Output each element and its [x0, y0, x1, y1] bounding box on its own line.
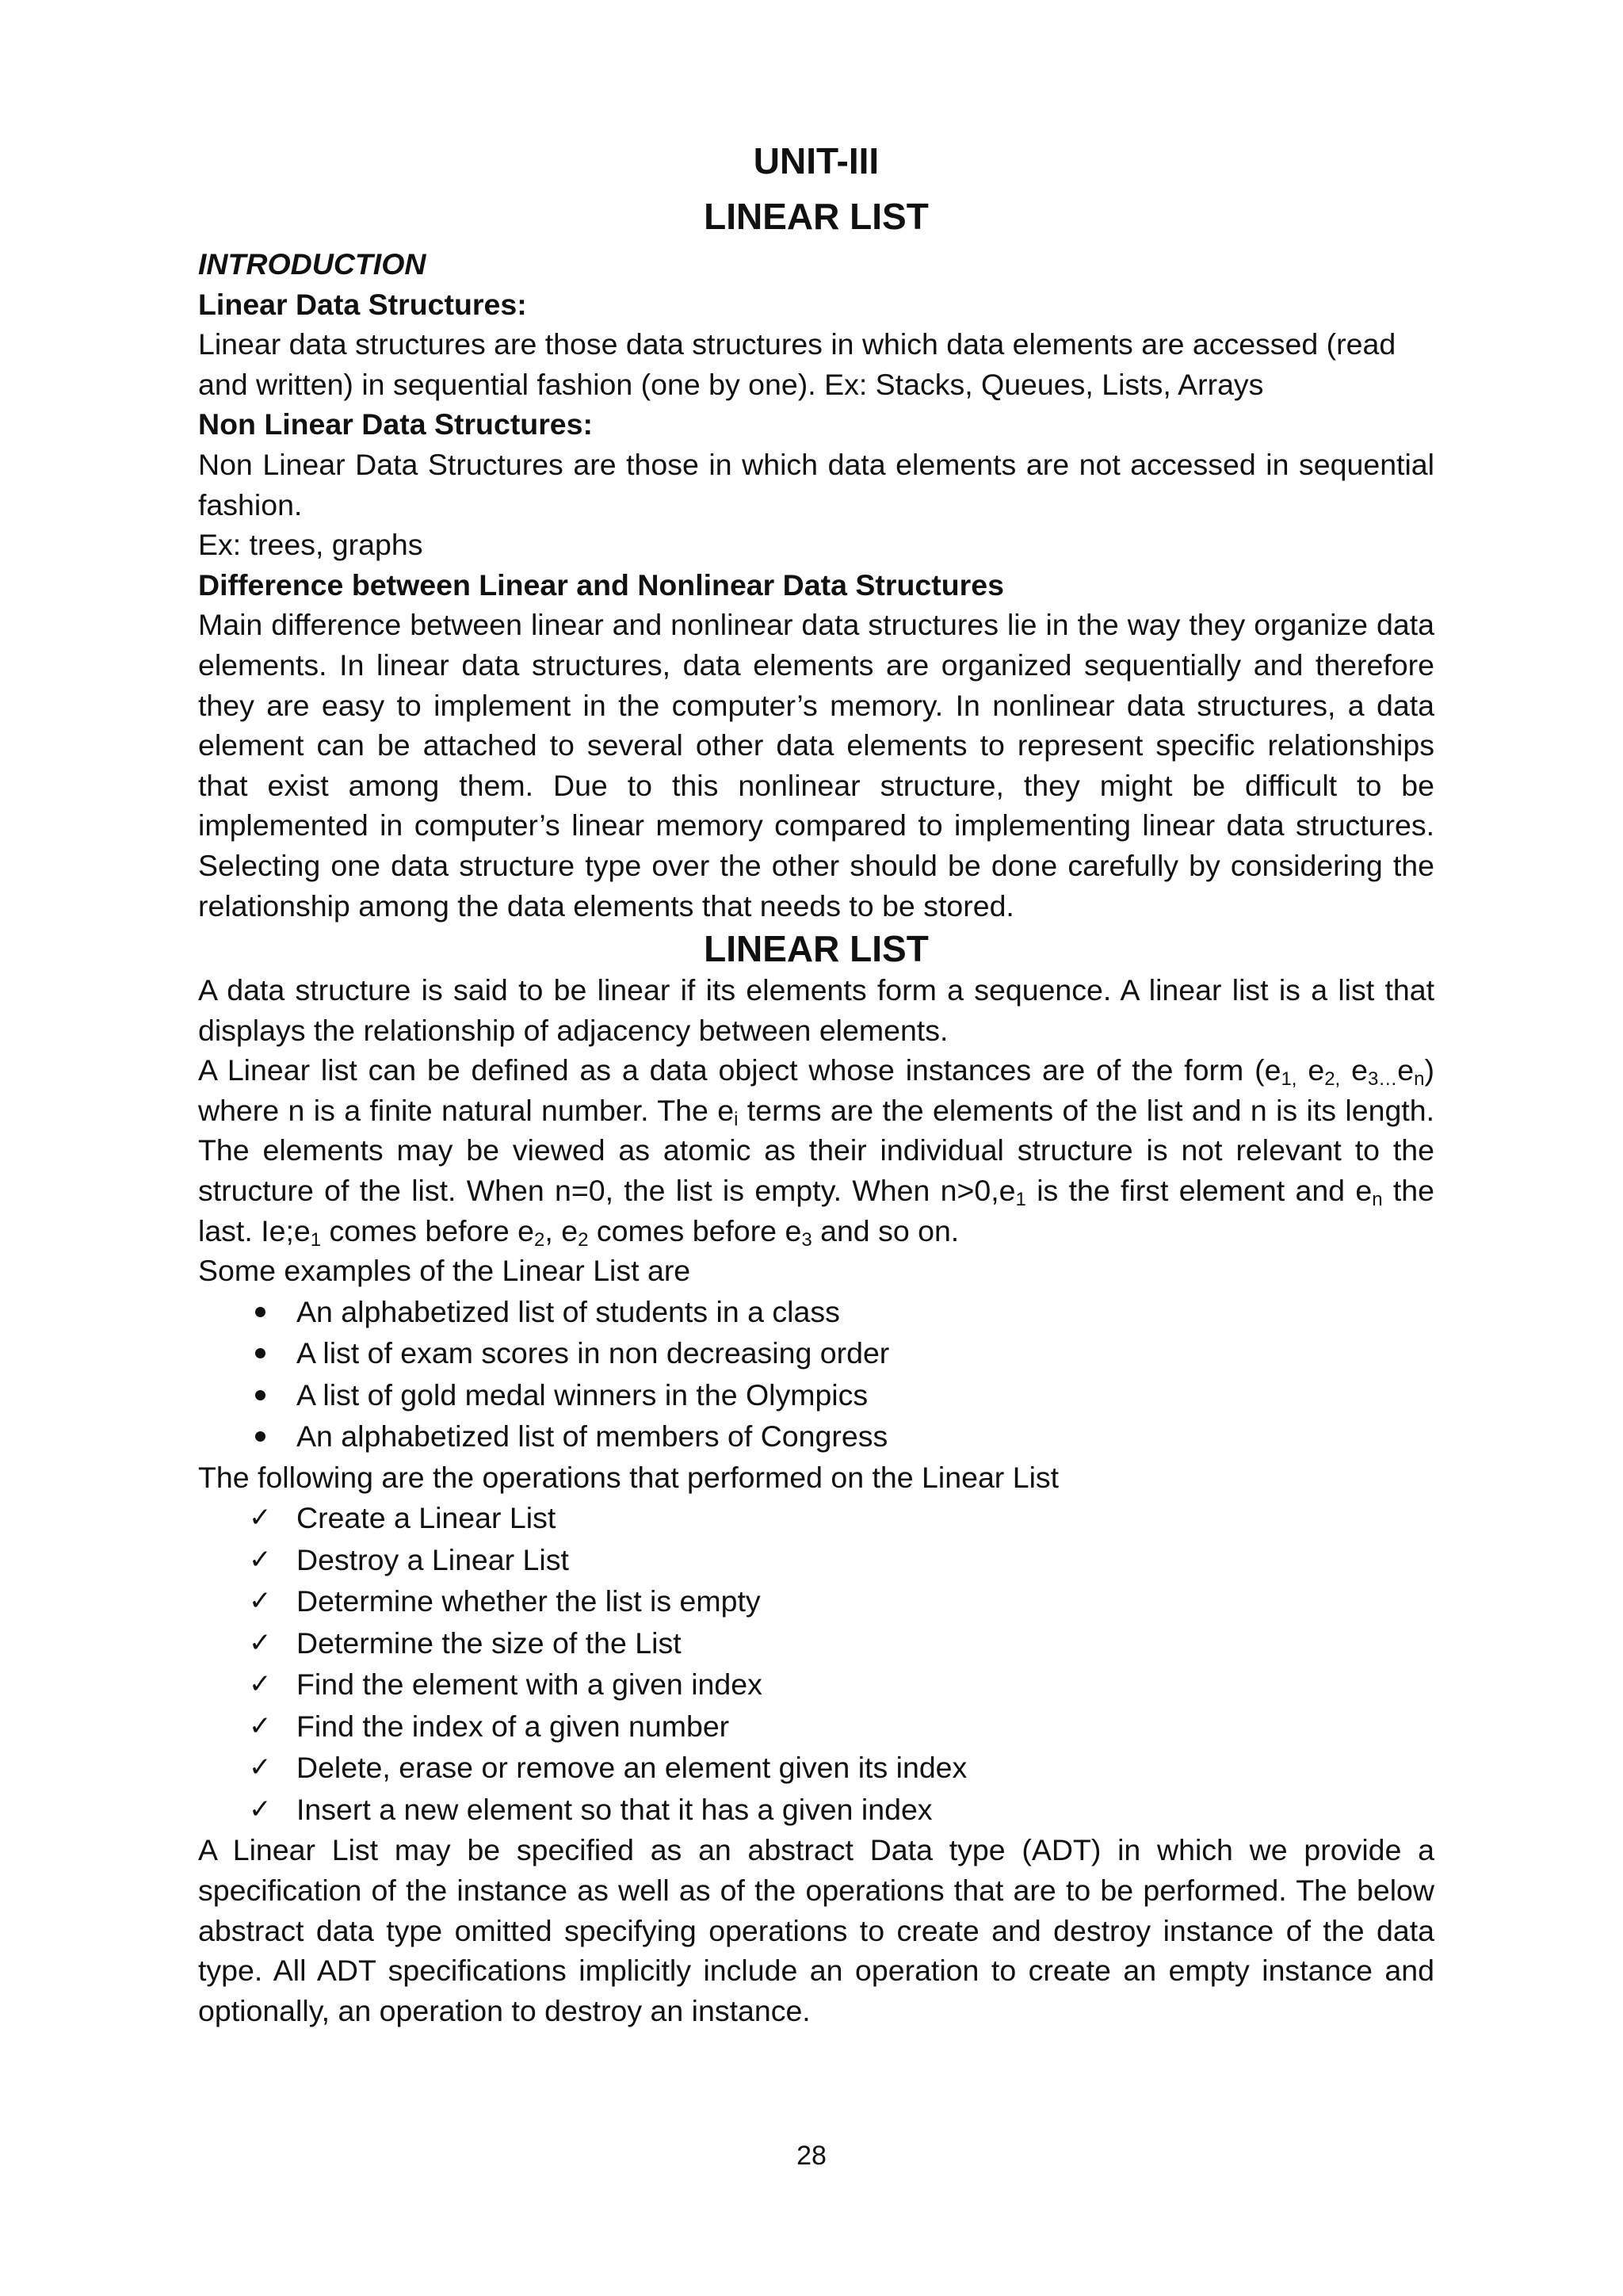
text-run: , e	[544, 1213, 579, 1247]
page-number: 28	[796, 2141, 827, 2171]
examples-list	[198, 1291, 1434, 1457]
list-item: An alphabetized list of students in a class	[249, 1291, 1434, 1333]
linear-list-definition: A data structure is said to be linear if its elements form a sequence. A linear list is a list that displays the relationship of adjacency between elements.	[198, 973, 1434, 1047]
nonlinear-ds-example: Ex: trees, graphs	[198, 528, 423, 562]
list-item	[249, 1622, 1434, 1664]
introduction-label: INTRODUCTION	[198, 247, 426, 281]
check-icon: ✓	[249, 1543, 272, 1576]
subscript: 2	[578, 1228, 589, 1251]
text-run: terms are the elements of the list and n is its length. The elements may be viewed as atomic as their individual structure is not relevant to the structure of the list. When n=0, the list is empty. When n>0,e	[198, 1093, 1434, 1208]
linear-list-form-paragraph	[198, 1050, 1434, 1251]
check-icon: ✓	[249, 1585, 272, 1618]
list-item	[249, 1789, 1434, 1831]
linear-ds-heading: Linear Data Structures:	[198, 287, 527, 321]
unit-title: UNIT-III	[753, 140, 880, 181]
subscript: 1	[1015, 1189, 1026, 1211]
subscript: 2	[534, 1228, 545, 1251]
list-item-label: Delete, erase or remove an element given its index	[296, 1751, 968, 1785]
text-run: is the first element and e	[1025, 1174, 1373, 1208]
text-run: e	[1296, 1053, 1325, 1087]
document-page	[198, 133, 1434, 2030]
subscript: 1	[310, 1228, 322, 1251]
list-item: A list of gold medal winners in the Olympics	[249, 1374, 1434, 1416]
adt-paragraph: A Linear List may be specified as an abstract Data type (ADT) in which we provide a specification of the instance as well as of the operations that are to be performed. The below abstract data type omitted specifying operations to create and destroy instance of the data type. All ADT specifications implicitly include an operation to create an empty instance and optionally, an operation to destroy an instance.	[198, 1833, 1434, 2027]
check-icon: ✓	[249, 1626, 272, 1659]
list-item: An alphabetized list of members of Congress	[249, 1415, 1434, 1457]
text-run: A Linear list can be defined as a data object whose instances are of the form (e	[198, 1053, 1281, 1087]
list-item-label: Insert a new element so that it has a given index	[296, 1792, 933, 1826]
list-item-label: Determine the size of the List	[296, 1626, 682, 1660]
subscript: n	[1372, 1189, 1383, 1211]
list-item	[249, 1664, 1434, 1706]
subscript: n	[1414, 1068, 1425, 1091]
subscript: 3	[801, 1228, 812, 1251]
nonlinear-ds-heading: Non Linear Data Structures:	[198, 407, 594, 441]
check-icon: ✓	[249, 1502, 272, 1534]
linear-list-heading: LINEAR LIST	[704, 928, 929, 970]
check-icon: ✓	[249, 1793, 272, 1825]
text-run: the last. Ie;e	[198, 1174, 1434, 1247]
text-run: e	[1340, 1053, 1368, 1087]
subscript: i	[734, 1108, 739, 1130]
linear-ds-text: Linear data structures are those data structures in which data elements are accessed (read and written) in sequential fashion (one by one). Ex: Stacks, Queues, Lists, Arrays	[198, 327, 1396, 401]
list-item-label: Find the index of a given number	[296, 1709, 730, 1743]
subscript: 1,	[1281, 1068, 1297, 1091]
list-item-label: Create a Linear List	[296, 1501, 556, 1535]
list-item-label: Find the element with a given index	[296, 1668, 762, 1702]
subscript: 2,	[1324, 1068, 1341, 1091]
check-icon: ✓	[249, 1710, 272, 1742]
list-item: A list of exam scores in non decreasing order	[249, 1332, 1434, 1374]
list-item	[249, 1539, 1434, 1581]
list-item	[249, 1747, 1434, 1789]
difference-text: Main difference between linear and nonlinear data structures lie in the way they organize data elements. In linear data structures, data elements are organized sequentially and therefore they are easy to implement in the computer’s memory. In nonlinear data structures, a data element can be attached to several other data elements to represent specific relationships that exist among them. Due to this nonlinear structure, they might be difficult to be implemented in computer’s linear memory compared to implementing linear data structures. Selecting one data structure type over the other should be done carefully by considering the relationship among the data elements that needs to be stored.	[198, 608, 1434, 923]
list-item	[249, 1580, 1434, 1622]
page-title: LINEAR LIST	[704, 196, 929, 237]
text-run: and so on.	[812, 1213, 960, 1247]
list-item-label: Determine whether the list is empty	[296, 1584, 761, 1618]
text-run: ) where n is a finite natural number. The e	[198, 1053, 1435, 1127]
list-item-label: Destroy a Linear List	[296, 1542, 569, 1576]
text-run: e	[1397, 1053, 1415, 1087]
text-run: comes before e	[321, 1213, 534, 1247]
examples-intro: Some examples of the Linear List are	[198, 1254, 691, 1288]
check-icon: ✓	[249, 1752, 272, 1784]
operations-list	[198, 1497, 1434, 1830]
nonlinear-ds-text: Non Linear Data Structures are those in which data elements are not accessed in sequential fashion.	[198, 447, 1434, 521]
list-item	[249, 1706, 1434, 1748]
text-run: comes before e	[588, 1213, 802, 1247]
subscript: 3…	[1367, 1068, 1398, 1091]
check-icon: ✓	[249, 1668, 272, 1701]
list-item	[249, 1497, 1434, 1539]
operations-intro: The following are the operations that performed on the Linear List	[198, 1460, 1060, 1494]
difference-heading: Difference between Linear and Nonlinear Data Structures	[198, 567, 1004, 602]
